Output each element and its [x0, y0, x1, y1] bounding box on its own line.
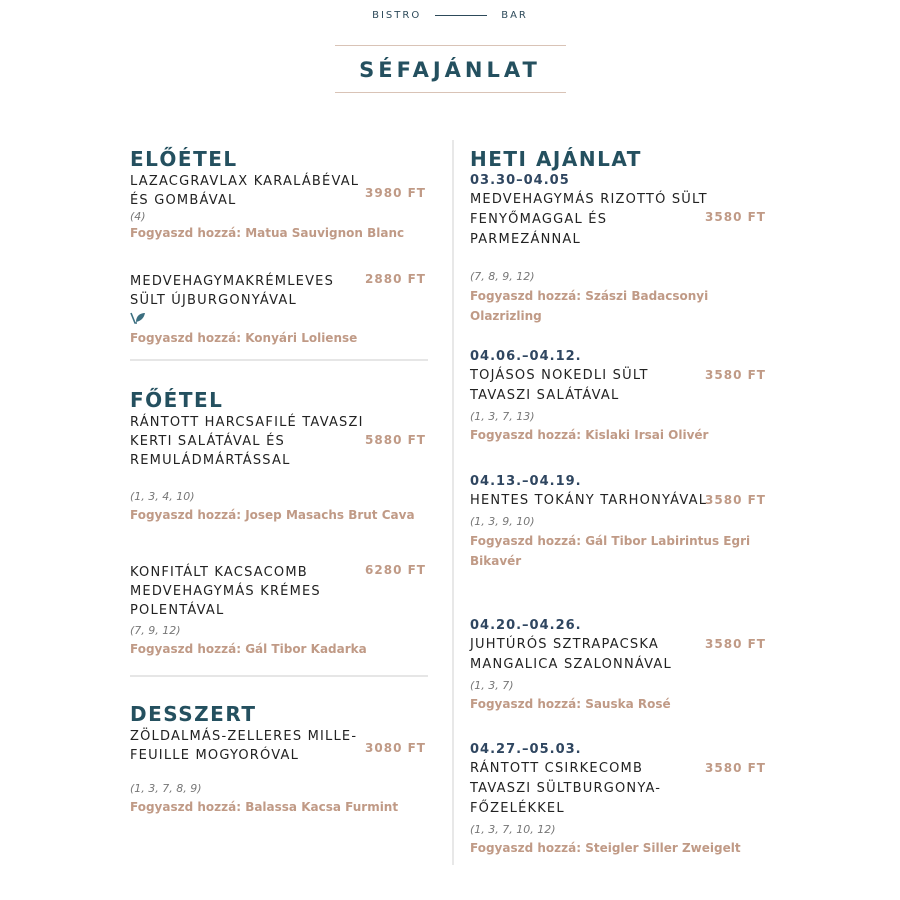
section-divider [130, 675, 428, 677]
item-name: RÁNTOTT HARCSAFILÉ TAVASZI KERTI SALÁTÁVAL ÉS REMULÁDMÁRTÁSSAL [130, 415, 364, 468]
item-name: KONFITÁLT KACSACOMB MEDVEHAGYMÁS KRÉMES POLENTÁVAL [130, 565, 321, 618]
menu-item [130, 727, 430, 817]
title-rule-bottom [335, 92, 566, 93]
section-title-desszert: DESSZERT [130, 702, 257, 726]
item-pairing: Fogyaszd hozzá: Matua Sauvignon Blanc [130, 226, 405, 240]
item-allergens: (1, 3, 7, 8, 9) [130, 782, 202, 795]
item-allergens: (4) [130, 210, 146, 223]
week-date: 03.30–04.05 [470, 173, 570, 188]
section-title-heti-ajanlat: HETI AJÁNLAT [470, 147, 642, 171]
item-pairing: Fogyaszd hozzá: Gál Tibor Labirintus Egri Bikavér [470, 534, 751, 568]
weekly-item [470, 348, 770, 473]
week-date: 04.06.–04.12. [470, 349, 582, 364]
menu-item [130, 413, 430, 563]
item-price: 3080 FT [365, 741, 426, 755]
item-allergens: (1, 3, 4, 10) [130, 490, 195, 503]
right-column [470, 146, 770, 858]
item-allergens: (1, 3, 9, 10) [470, 515, 535, 528]
item-price: 2880 FT [365, 272, 426, 286]
item-pairing: Fogyaszd hozzá: Steigler Siller Zweigelt [470, 841, 741, 855]
title-rule-top [335, 45, 566, 46]
item-pairing: Fogyaszd hozzá: Sauska Rosé [470, 697, 671, 711]
week-date: 04.13.–04.19. [470, 474, 582, 489]
item-allergens: (7, 8, 9, 12) [470, 270, 535, 283]
item-pairing: Fogyaszd hozzá: Szászi Badacsonyi Olazrizling [470, 289, 709, 323]
item-pairing: Fogyaszd hozzá: Gál Tibor Kadarka [130, 642, 367, 656]
item-price: 3580 FT [705, 637, 766, 651]
item-pairing: Fogyaszd hozzá: Balassa Kacsa Furmint [130, 800, 399, 814]
item-allergens: (1, 3, 7, 10, 12) [470, 823, 556, 836]
item-price: 3580 FT [705, 493, 766, 507]
item-price: 6280 FT [365, 563, 426, 577]
item-pairing: Fogyaszd hozzá: Konyári Loliense [130, 331, 358, 345]
item-allergens: (7, 9, 12) [130, 624, 181, 637]
menu-item [130, 563, 430, 675]
item-allergens: (1, 3, 7) [470, 679, 514, 692]
week-date: 04.20.–04.26. [470, 618, 582, 633]
weekly-item [470, 741, 770, 858]
brand-right: BAR [501, 10, 528, 21]
section-title-foetel: FŐÉTEL [130, 388, 224, 412]
item-name: MEDVEHAGYMAKRÉMLEVES SÜLT ÚJBURGONYÁVAL [130, 274, 335, 308]
item-name: MEDVEHAGYMÁS RIZOTTÓ SÜLT FENYŐMAGGAL ÉS PARMEZÁNNAL [470, 192, 708, 247]
section-title-eloetel: ELŐÉTEL [130, 147, 238, 171]
item-name: TOJÁSOS NOKEDLI SÜLT TAVASZI SALÁTÁVAL [470, 368, 649, 403]
item-price: 3580 FT [705, 368, 766, 382]
weekly-item [470, 172, 770, 348]
brand-left: BISTRO [372, 10, 422, 21]
menu-item [130, 272, 430, 362]
left-column [130, 146, 430, 817]
menu-item [130, 172, 430, 272]
brand-line [435, 15, 487, 16]
weekly-item [470, 473, 770, 617]
page-title: SÉFAJÁNLAT [359, 58, 541, 82]
item-price: 3580 FT [705, 761, 766, 775]
item-name: RÁNTOTT CSIRKECOMB TAVASZI SÜLTBURGONYA-FŐZELÉKKEL [470, 761, 662, 816]
item-name: HENTES TOKÁNY TARHONYÁVAL [470, 493, 708, 508]
item-allergens: (1, 3, 7, 13) [470, 410, 535, 423]
item-name: ZÖLDALMÁS-ZELLERES MILLE-FEUILLE MOGYORÓVAL [130, 729, 358, 763]
item-price: 5880 FT [365, 433, 426, 447]
item-price: 3980 FT [365, 186, 426, 200]
week-date: 04.27.–05.03. [470, 742, 582, 757]
item-name: JUHTÚRÓS SZTRAPACSKA MANGALICA SZALONNÁVAL [470, 637, 672, 672]
weekly-item [470, 617, 770, 741]
item-price: 3580 FT [705, 210, 766, 224]
vegan-leaf-icon [130, 311, 146, 327]
item-pairing: Fogyaszd hozzá: Kislaki Irsai Olivér [470, 428, 709, 442]
brand-header [0, 10, 900, 21]
item-pairing: Fogyaszd hozzá: Josep Masachs Brut Cava [130, 508, 415, 522]
column-divider [452, 140, 454, 865]
item-name: LAZACGRAVLAX KARALÁBÉVAL ÉS GOMBÁVAL [130, 174, 360, 208]
